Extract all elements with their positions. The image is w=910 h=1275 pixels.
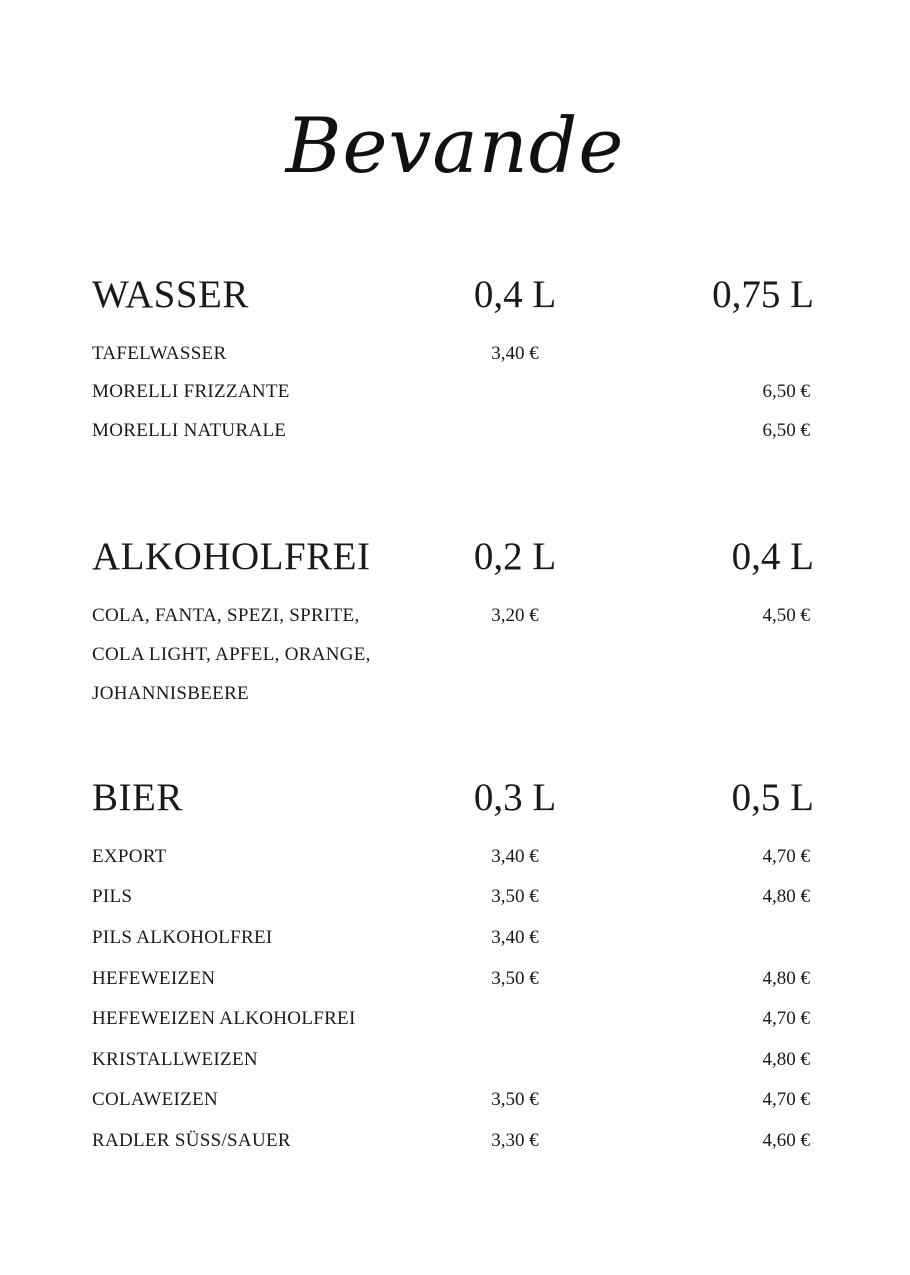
menu-item	[0, 602, 910, 630]
menu-item	[0, 641, 910, 669]
item-price-large: 4,70 €	[762, 1089, 810, 1110]
size-column-1: 0,2 L	[473, 535, 557, 578]
item-name: EXPORT	[92, 846, 167, 867]
menu-title: Bevande	[285, 101, 625, 190]
size-column-1: 0,3 L	[473, 776, 557, 819]
item-name: HEFEWEIZEN	[92, 968, 216, 989]
item-price-small: 3,40 €	[491, 927, 539, 948]
menu-item	[0, 1127, 910, 1155]
item-name: KRISTALLWEIZEN	[92, 1049, 258, 1070]
section-header-wasser	[0, 270, 910, 320]
item-price-large: 4,80 €	[762, 886, 810, 907]
menu-item	[0, 924, 910, 952]
item-name: RADLER SÜSS/SAUER	[92, 1130, 291, 1151]
menu-item	[0, 378, 910, 406]
menu-item	[0, 680, 910, 708]
size-column-2: 0,5 L	[731, 776, 814, 819]
item-name: PILS	[92, 886, 133, 907]
item-name: TAFELWASSER	[92, 343, 227, 364]
item-price-small: 3,40 €	[491, 846, 539, 867]
menu-item	[0, 340, 910, 368]
item-price-large: 4,70 €	[762, 846, 810, 867]
item-name: MORELLI FRIZZANTE	[92, 381, 290, 402]
item-price-small: 3,30 €	[491, 1130, 539, 1151]
item-name: COLA LIGHT, APFEL, ORANGE,	[92, 644, 371, 665]
section-header-alkoholfrei	[0, 532, 910, 582]
size-column-2: 0,75 L	[712, 273, 814, 316]
section-title: BIER	[92, 776, 183, 819]
size-column-2: 0,4 L	[731, 535, 814, 578]
section-header-bier	[0, 773, 910, 823]
size-column-1: 0,4 L	[473, 273, 557, 316]
item-price-small: 3,40 €	[491, 343, 539, 364]
item-name: COLA, FANTA, SPEZI, SPRITE,	[92, 605, 360, 626]
item-name: HEFEWEIZEN ALKOHOLFREI	[92, 1008, 356, 1029]
menu-item	[0, 417, 910, 445]
menu-item	[0, 965, 910, 993]
item-price-large: 4,80 €	[762, 1049, 810, 1070]
item-name: COLAWEIZEN	[92, 1089, 218, 1110]
menu-item	[0, 883, 910, 911]
menu-item	[0, 1046, 910, 1074]
menu-item	[0, 1005, 910, 1033]
item-price-small: 3,50 €	[491, 886, 539, 907]
item-price-large: 4,80 €	[762, 968, 810, 989]
item-price-large: 6,50 €	[762, 420, 810, 441]
item-name: PILS ALKOHOLFREI	[92, 927, 273, 948]
section-title: WASSER	[92, 273, 249, 316]
item-price-small: 3,50 €	[491, 1089, 539, 1110]
item-name: MORELLI NATURALE	[92, 420, 287, 441]
menu-item	[0, 1086, 910, 1114]
section-title: ALKOHOLFREI	[92, 535, 371, 578]
menu-item	[0, 843, 910, 871]
item-price-large: 4,50 €	[762, 605, 810, 626]
item-price-large: 4,70 €	[762, 1008, 810, 1029]
item-name: JOHANNISBEERE	[92, 683, 249, 704]
item-price-large: 4,60 €	[762, 1130, 810, 1151]
item-price-large: 6,50 €	[762, 381, 810, 402]
item-price-small: 3,20 €	[491, 605, 539, 626]
item-price-small: 3,50 €	[491, 968, 539, 989]
